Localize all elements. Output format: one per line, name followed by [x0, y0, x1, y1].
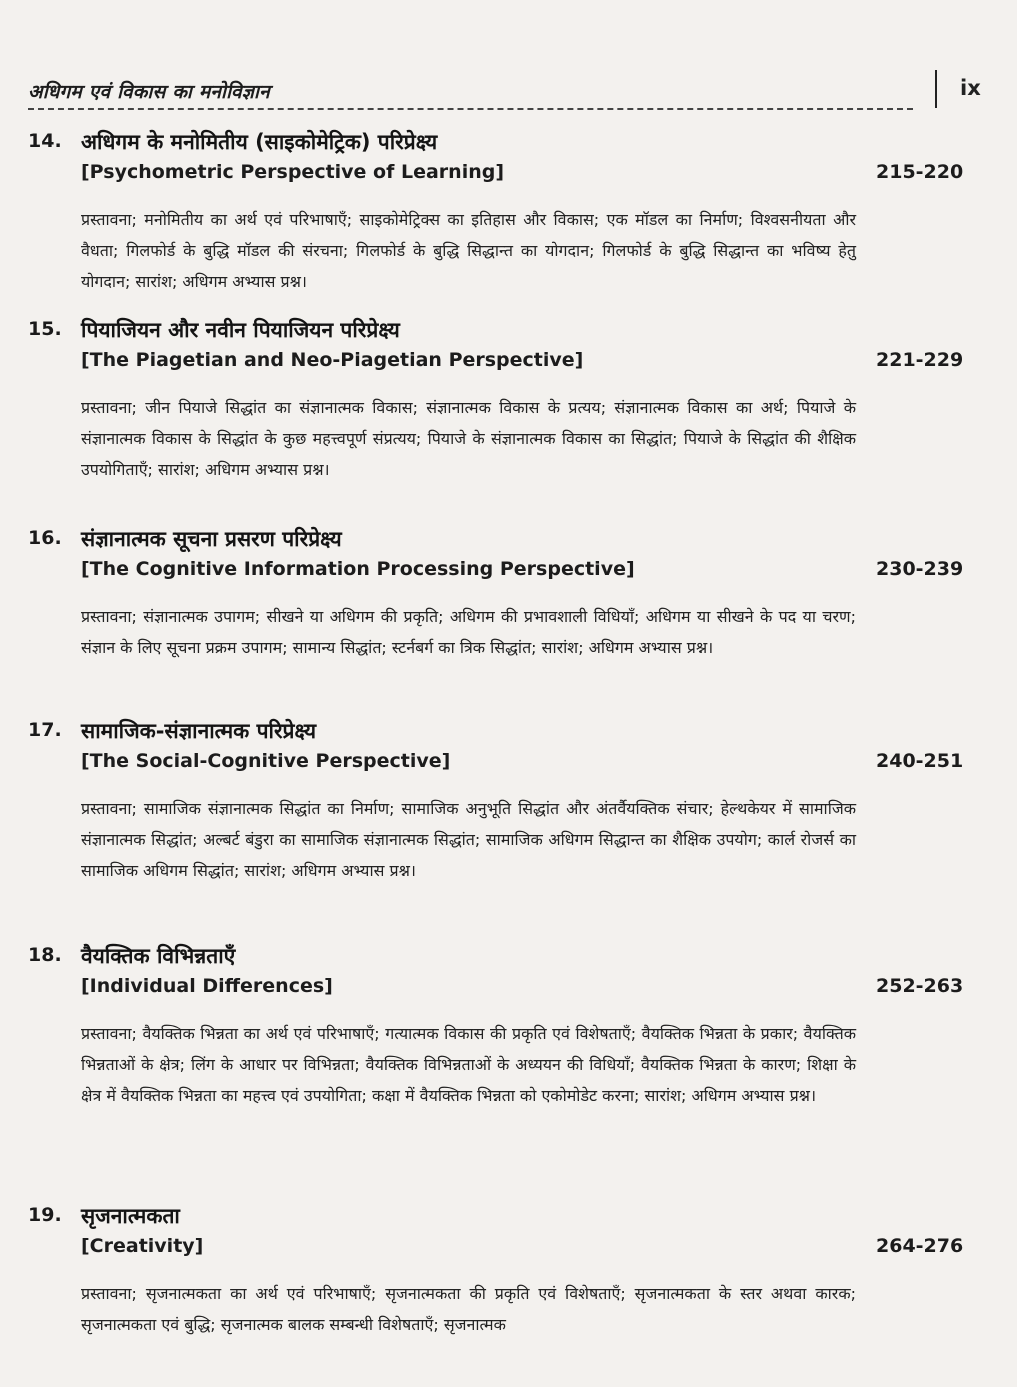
chapter-description: प्रस्तावना; जीन पियाजे सिद्धांत का संज्ञानात्मक विकास; संज्ञानात्मक विकास के प्रत्यय; संज्ञानात्मक विकास का अर्थ; पियाजे के संज्ञानात्मक विकास के सिद्धांत के कुछ महत्त्वपूर्ण संप्रत्यय; पियाजे के संज्ञानात्मक विकास का सिद्धांत; पियाजे के सिद्धांत की शैक्षिक उपयोगिताएँ; सारांश; अधिगम अभ्यास प्रश्न। — [81, 398, 856, 479]
chapter-description: प्रस्तावना; वैयक्तिक भिन्नता का अर्थ एवं परिभाषाएँ; गत्यात्मक विकास की प्रकृति एवं विशेषताएँ; वैयक्तिक भिन्नता के प्रकार; वैयक्तिक भिन्नताओं के क्षेत्र; लिंग के आधार पर विभिन्नता; वैयक्तिक विभिन्नताओं के अध्ययन की विधियाँ; वैयक्तिक भिन्नता के कारण; शिक्षा के क्षेत्र में वैयक्तिक भिन्नता का महत्त्व एवं उपयोगिता; कक्षा में वैयक्तिक भिन्नता को एकोमोडेट करना; सारांश; अधिगम अभ्यास प्रश्न। — [81, 1024, 856, 1105]
running-title: अधिगम एवं विकास का मनोविज्ञान — [28, 81, 270, 103]
chapter-description: प्रस्तावना; सृजनात्मकता का अर्थ एवं परिभाषाएँ; सृजनात्मकता की प्रकृति एवं विशेषताएँ; सृजनात्मकता के स्तर अथवा कारक; सृजनात्मकता एवं बुद्धि; सृजनात्मक बालक सम्बन्धी विशेषताएँ; सृजनात्मक — [81, 1284, 856, 1334]
chapter-page-range: 230-239 — [876, 558, 964, 580]
chapter-number: 14. — [28, 130, 62, 152]
chapter-page-range: 252-263 — [876, 975, 964, 997]
chapter-description: प्रस्तावना; मनोमितीय का अर्थ एवं परिभाषाएँ; साइकोमेट्रिक्स का इतिहास और विकास; एक मॉडल का निर्माण; विश्वसनीयता और वैधता; गिलफोर्ड के बुद्धि मॉडल की संरचना; गिलफोर्ड के बुद्धि सिद्धान्त का योगदान; गिलफोर्ड के बुद्धि सिद्धान्त का भविष्य हेतु योगदान; सारांश; अधिगम अभ्यास प्रश्न। — [81, 210, 856, 291]
chapter-page-range: 264-276 — [876, 1235, 964, 1257]
chapter-title-english: [The Piagetian and Neo-Piagetian Perspective] — [81, 349, 584, 371]
chapter-title-hindi: संज्ञानात्मक सूचना प्रसरण परिप्रेक्ष्य — [81, 527, 342, 551]
running-header — [28, 74, 981, 114]
chapter-number: 17. — [28, 719, 62, 741]
header-dashed-rule — [28, 108, 913, 110]
chapter-title-english: [The Cognitive Information Processing Perspective] — [81, 558, 635, 580]
chapter-title-english: [Psychometric Perspective of Learning] — [81, 161, 505, 183]
chapter-description: प्रस्तावना; संज्ञानात्मक उपागम; सीखने या अधिगम की प्रकृति; अधिगम की प्रभावशाली विधियाँ; अधिगम या सीखने के पद या चरण; संज्ञान के लिए सूचना प्रक्रम उपागम; सामान्य सिद्धांत; स्टर्नबर्ग का त्रिक सिद्धांत; सारांश; अधिगम अभ्यास प्रश्न। — [81, 607, 856, 657]
chapter-number: 16. — [28, 527, 62, 549]
chapter-title-english: [Creativity] — [81, 1235, 204, 1257]
chapter-title-hindi: अधिगम के मनोमितीय (साइकोमेट्रिक) परिप्रेक्ष्य — [81, 130, 438, 154]
chapter-title-hindi: पियाजियन और नवीन पियाजियन परिप्रेक्ष्य — [81, 318, 400, 342]
chapter-title-hindi: वैयक्तिक विभिन्नताएँ — [81, 944, 236, 968]
chapter-number: 19. — [28, 1204, 62, 1226]
chapter-description: प्रस्तावना; सामाजिक संज्ञानात्मक सिद्धांत का निर्माण; सामाजिक अनुभूति सिद्धांत और अंतर्वैयक्तिक संचार; हेल्थकेयर में सामाजिक संज्ञानात्मक सिद्धांत; अल्बर्ट बंडुरा का सामाजिक संज्ञानात्मक सिद्धांत; सामाजिक अधिगम सिद्धान्त का शैक्षिक उपयोग; कार्ल रोजर्स का सामाजिक अधिगम सिद्धांत; सारांश; अधिगम अभ्यास प्रश्न। — [81, 799, 856, 880]
header-vertical-bar — [935, 70, 937, 108]
chapter-page-range: 240-251 — [876, 750, 964, 772]
chapter-title-hindi: सामाजिक-संज्ञानात्मक परिप्रेक्ष्य — [81, 719, 317, 743]
chapter-page-range: 215-220 — [876, 161, 964, 183]
chapter-title-hindi: सृजनात्मकता — [81, 1204, 180, 1228]
chapter-number: 18. — [28, 944, 62, 966]
chapter-title-english: [The Social-Cognitive Perspective] — [81, 750, 451, 772]
page-number: ix — [960, 76, 981, 100]
chapter-number: 15. — [28, 318, 62, 340]
chapter-page-range: 221-229 — [876, 349, 964, 371]
chapter-title-english: [Individual Differences] — [81, 975, 333, 997]
